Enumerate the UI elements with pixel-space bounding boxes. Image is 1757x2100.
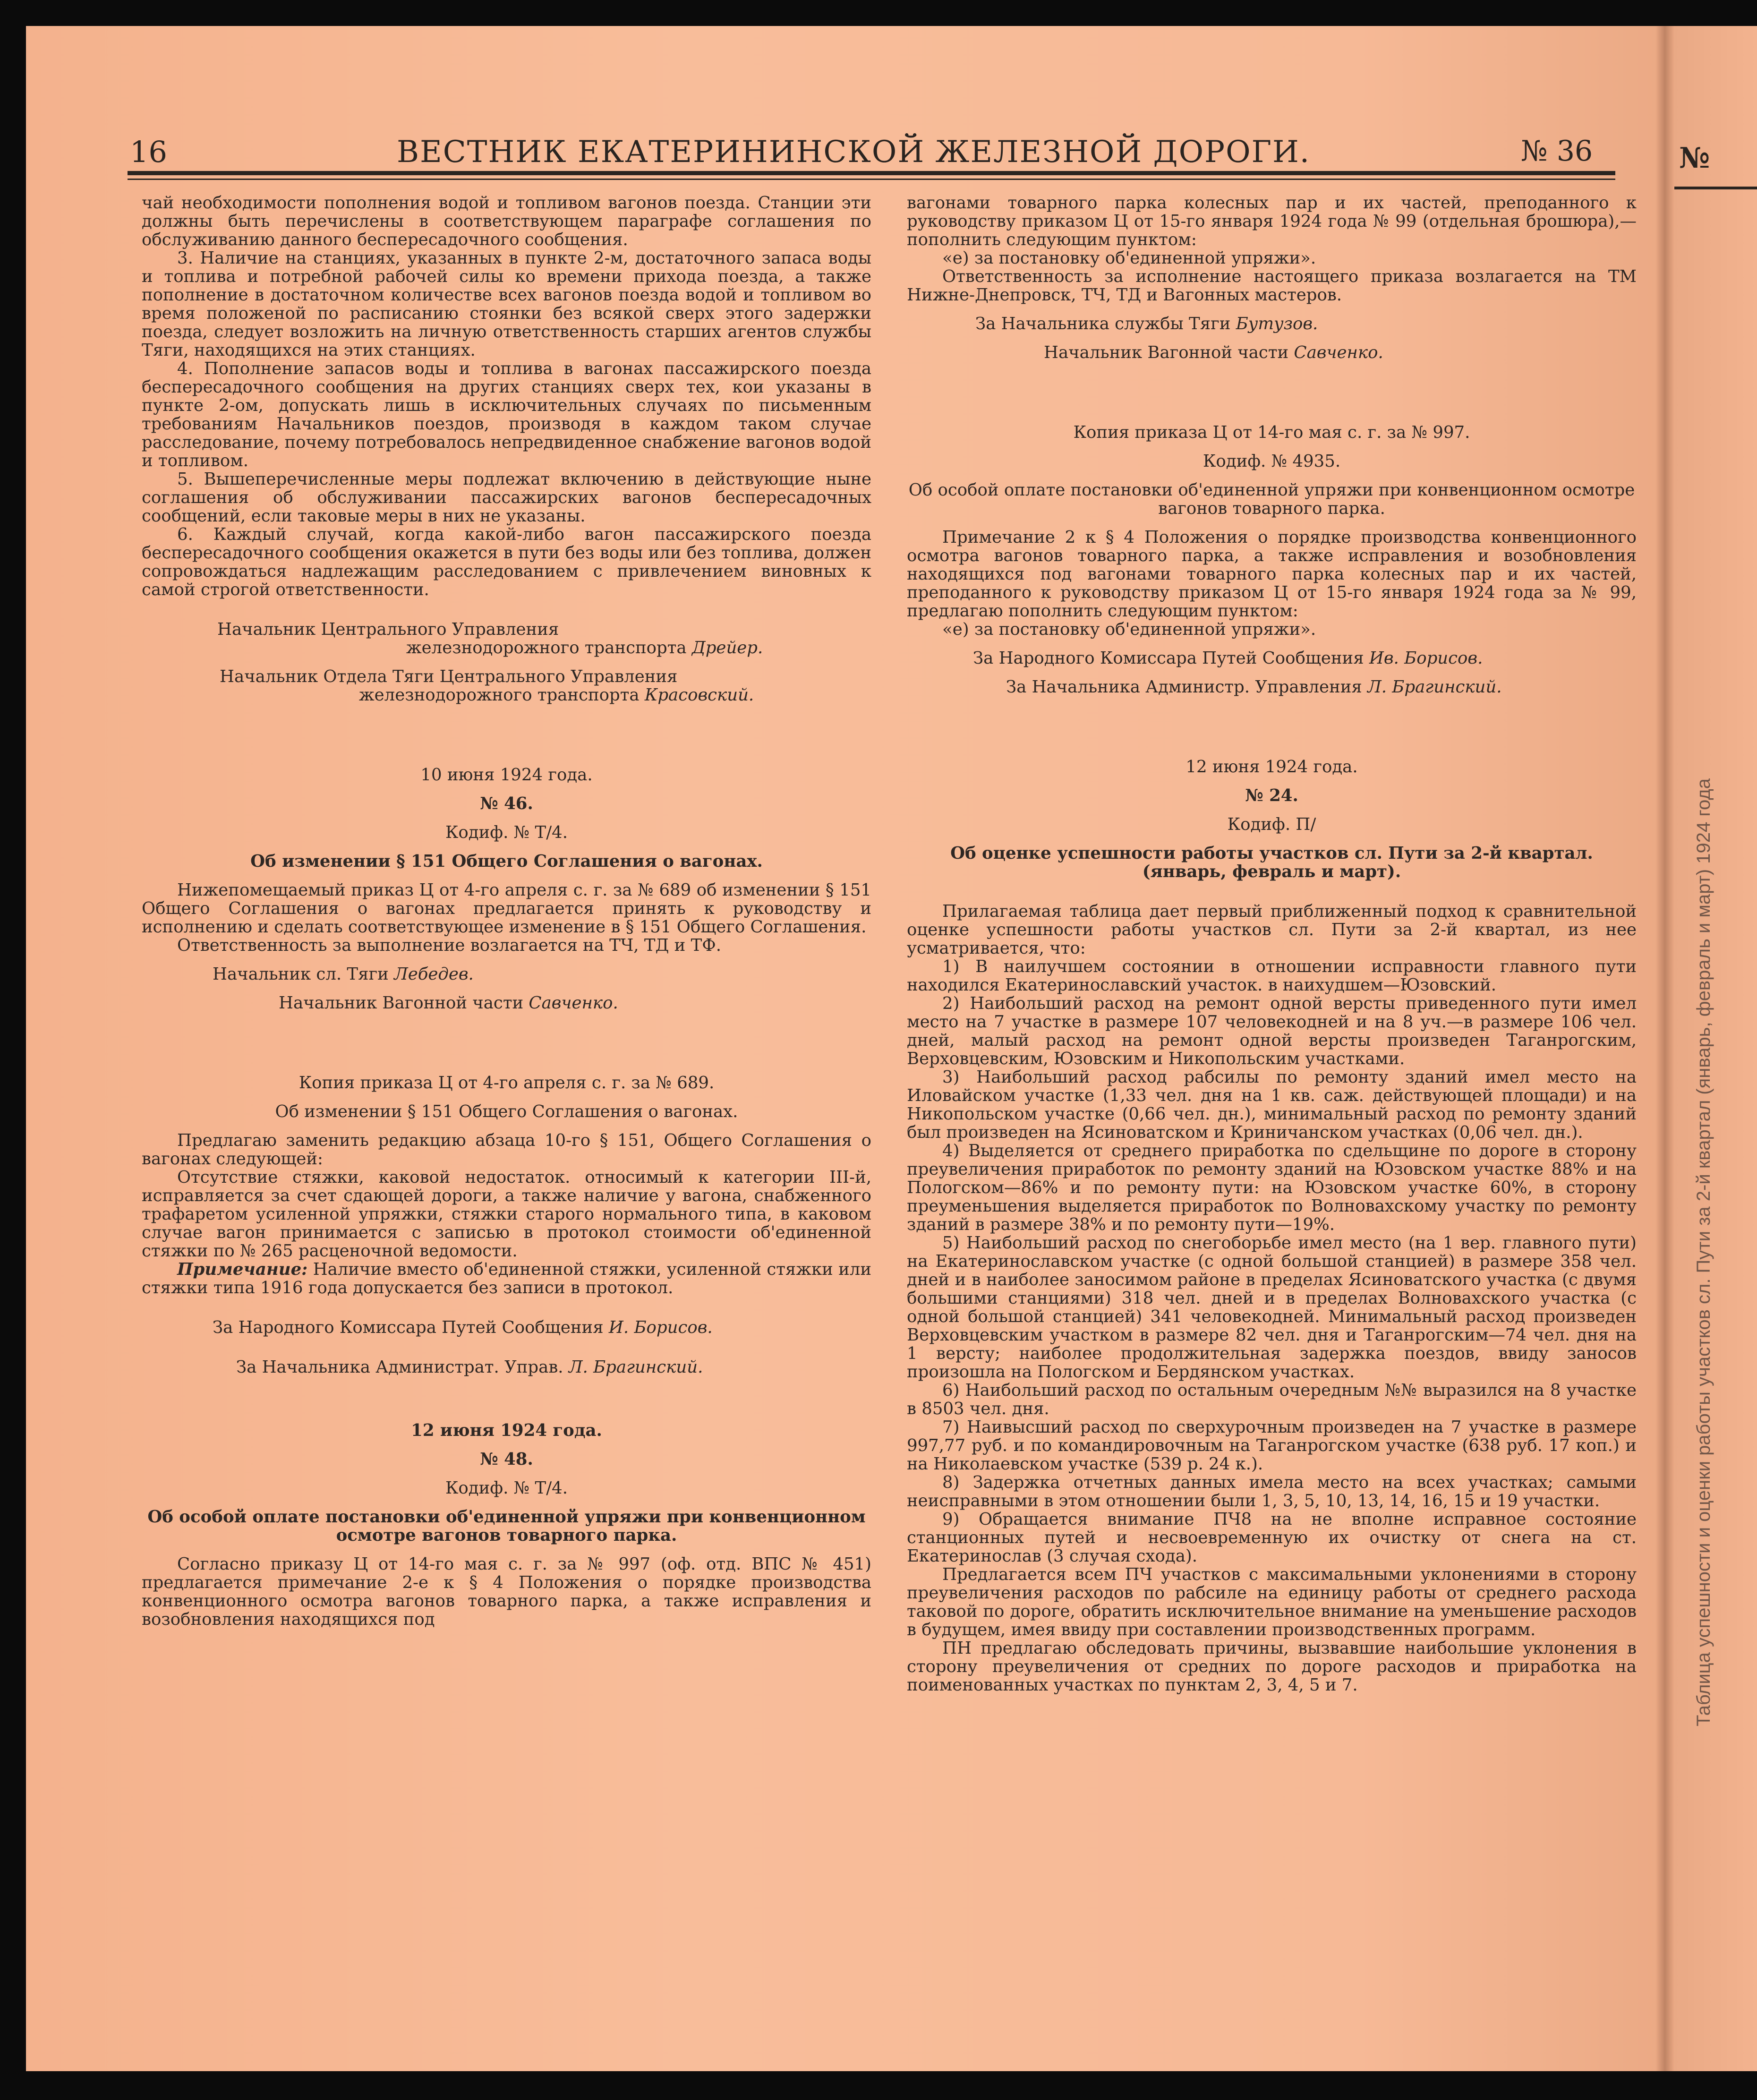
signature-line: железнодорожного транспорта Красовский. xyxy=(359,685,754,705)
paragraph-item-6: 6. Каждый случай, когда какой-либо вагон пассажирского поезда беспересадочного сообщения окажется в пути без воды или без топлива, должен сопровождаться надлежащим расследованием с привлечением виновных к самой строгой ответственности. xyxy=(142,525,871,599)
paragraph: Отсутствие стяжки, каковой недостаток. относимый к категории III-й, исправляется за счет сдающей дороги, а также наличие у вагона, снабженного трафаретом усиленной упряжки, стяжки старого нормального типа, в каковом случае вагон принимается с записью в протокол стоимости об'единенной стяжки по № 265 расценочной ведомости. xyxy=(142,1168,871,1261)
order-date: 12 июня 1924 года. xyxy=(411,1421,602,1440)
order-title: Об особой оплате постановки об'единенной упряжи при конвенционном осмотре вагонов товарного парка. xyxy=(147,1507,866,1545)
signature-line: За Начальника Администр. Управления Л. Брагинский. xyxy=(1006,677,1502,697)
copy-subtitle: Об особой оплате постановки об'единенной упряжи при конвенционном осмотре вагонов товарного парка. xyxy=(908,480,1635,518)
paragraph: ПН предлагаю обследовать причины, вызвавшие наибольшие уклонения в сторону преувеличения от средних по дороге расходов и приработка на поименованных участках по пунктам 2, 3, 4, 5 и 7. xyxy=(907,1639,1637,1695)
signatory-name: Бутузов. xyxy=(1236,314,1318,333)
signature-line: За Начальника Администрат. Управ. Л. Брагинский. xyxy=(236,1357,703,1377)
paragraph-item-3: 3) Наибольший расход рабсилы по ремонту зданий имел место на Иловайском участке (1,33 чел. дня на 1 кв. саж. действующей площади) и на Никопольском участке (0,66 чел. дн.), минимальный расход по ремонту зданий был произведен на Ясиноватском и Криничанском участках (0,06 чел. дн.). xyxy=(907,1067,1637,1142)
signatory-name: Л. Брагинский. xyxy=(568,1357,703,1377)
signature-line: Начальник Вагонной части Савченко. xyxy=(1044,343,1383,362)
adjacent-rotated-text: Таблица успешности и оценки работы участков сл. Пути за 2-й квартал (январь, февраль и март) 1924 года xyxy=(1693,778,1714,1726)
adjacent-page-fragment xyxy=(1674,26,1757,2071)
paragraph: Ответственность за исполнение настоящего приказа возлагается на ТМ Нижне-Днепровск, ТЧ, ТД и Вагонных мастеров. xyxy=(907,267,1637,305)
paragraph-item-1: 1) В наилучшем состоянии в отношении исправности главного пути находился Екатеринославский участок. в наихудшем—Юзовский. xyxy=(907,957,1637,995)
note-paragraph: Примечание: Наличие вместо об'единенной стяжки, усиленной стяжки или стяжки типа 1916 года допускается без записи в протокол. xyxy=(142,1260,871,1298)
note-label: Примечание: xyxy=(177,1260,308,1279)
paragraph: чай необходимости пополнения водой и топливом вагонов поезда. Станции эти должны быть перечислены в соответствующем параграфе соглашения по обслуживанию данного беспересадочного сообщения. xyxy=(142,193,871,249)
paragraph: Нижепомещаемый приказ Ц от 4-го апреля с. г. за № 689 об изменении § 151 Общего Соглашения о вагонах предлагается принять к руководству и исполнению и сделать соответствующее изменение в § 151 Общего Соглашения. xyxy=(142,880,871,937)
paragraph: вагонами товарного парка колесных пар и их частей, преподанного к руководству приказом Ц от 15-го января 1924 года № 99 (отдельная брошюра),—пополнить следующим пунктом: xyxy=(907,193,1637,249)
order-date: 10 июня 1924 года. xyxy=(420,765,593,785)
paragraph: «е) за постановку об'единенной упряжи». xyxy=(942,620,1316,639)
paragraph-item-5: 5) Наибольший расход по снегоборьбе имел место (на 1 вер. главного пути) на Екатеринославском участке (с одной большой станцией) в размере 358 чел. дней и в наиболее заносимом районе в пределах Ясиноватского участка (с двумя большими станциями) 318 чел. дней и в пределах Волновахского участка (с одной большой станцией) 341 человекодней. Минимальный расход произведен Верховцевским участком в размере 82 чел. дня и Таганрогским—74 чел. дня на 1 версту; наиболее продолжительная задержка поездов, ввиду заносов произошла на Пологском и Бердянском участках. xyxy=(907,1233,1637,1382)
page-number: 16 xyxy=(130,135,167,169)
signatory-name: Л. Брагинский. xyxy=(1367,677,1502,697)
copy-title: Копия приказа Ц от 14-го мая с. г. за № 997. xyxy=(1073,423,1470,442)
order-date: 12 июня 1924 года. xyxy=(1186,757,1358,777)
paragraph-item-7: 7) Наивысший расход по сверхурочным произведен на 7 участке в размере 997,77 руб. и по командировочным на Таганрогском участке (638 руб. 17 коп.) и на Николаевском участке (539 р. 24 к.). xyxy=(907,1417,1637,1474)
order-number: № 48. xyxy=(480,1450,533,1469)
header-rule-thick xyxy=(128,171,1615,175)
paragraph: Предлагаю заменить редакцию абзаца 10-го § 151, Общего Соглашения о вагонах следующей: xyxy=(142,1131,871,1169)
signature-line: Начальник Отдела Тяги Центрального Управления xyxy=(220,667,678,686)
newspaper-title: ВЕСТНИК ЕКАТЕРИНИНСКОЙ ЖЕЛЕЗНОЙ ДОРОГИ. xyxy=(397,135,1311,170)
paragraph: Ответственность за выполнение возлагается на ТЧ, ТД и ТФ. xyxy=(177,936,722,955)
order-codif: Кодиф. П/ xyxy=(1227,815,1316,834)
signatory-name: Дрейер. xyxy=(691,638,763,657)
signatory-name: Савченко. xyxy=(529,993,618,1013)
left-column xyxy=(142,194,871,1629)
adjacent-header-rule xyxy=(1674,187,1757,189)
signature-line: Начальник Центрального Управления xyxy=(217,620,559,639)
page-fold-shadow xyxy=(1655,26,1674,2071)
order-number: № 46. xyxy=(480,794,533,813)
paragraph-item-4: 4) Выделяется от среднего приработка по сдельщине по дороге в сторону преувеличения приработок по ремонту зданий на Юзовском участке 88% и на Пологском—86% и по ремонту пути: на Юзовском участке 60%, в сторону преуменьшения выделяется приработок по Волновахскому участку по ремонту зданий в размере 38% и по ремонту пути—19%. xyxy=(907,1141,1637,1234)
signatory-name: Лебедев. xyxy=(394,965,474,984)
paragraph: Примечание 2 к § 4 Положения о порядке производства конвенционного осмотра вагонов товарного парка, а также исправления и возобновления находящихся под вагонами товарного парка колесных пар и их частей, преподанного к руководству приказом Ц от 15-го января 1924 года за № 99, предлагаю пополнить следующим пунктом: xyxy=(907,528,1637,621)
signatory-name: И. Борисов. xyxy=(608,1318,713,1337)
order-title: Об изменении § 151 Общего Соглашения о вагонах. xyxy=(250,852,763,871)
paragraph-item-3: 3. Наличие на станциях, указанных в пункте 2-м, достаточного запаса воды и топлива и потребной рабочей силы ко времени прихода поезда, а также пополнение в достаточном количестве всех вагонов поезда водой и топливом во время положеной по расписанию стоянки без всякой сверх этого задержки поезда, следует возложить на личную ответственность старших агентов службы Тяги, находящихся на этих станциях. xyxy=(142,248,871,360)
signature-line: Начальник Вагонной части Савченко. xyxy=(279,993,618,1013)
paragraph: «е) за постановку об'единенной упряжи». xyxy=(942,248,1316,268)
paragraph-item-5: 5. Вышеперечисленные меры подлежат включению в действующие ныне соглашения об обслуживании пассажирских вагонов беспересадочных сообщений, если таковые меры в них не указаны. xyxy=(142,470,871,526)
order-codif: Кодиф. № Т/4. xyxy=(445,1478,568,1498)
signature-line: За Начальника службы Тяги Бутузов. xyxy=(975,314,1318,333)
signature-line: железнодорожного транспорта Дрейер. xyxy=(406,638,763,657)
order-title: Об оценке успешности работы участков сл. Пути за 2-й квартал. (январь, февраль и март). xyxy=(950,844,1593,881)
paragraph-item-6: 6) Наибольший расход по остальным очередным №№ выразился на 8 участке в 8503 чел. дня. xyxy=(907,1381,1637,1418)
signature-line: За Народного Комиссара Путей Сообщения Ив. Борисов. xyxy=(973,649,1483,668)
paragraph: Предлагается всем ПЧ участков с максимальными уклонениями в сторону преувеличения расходов по рабсиле на единицу работы от среднего расхода таковой по дороге, обратить исключительное внимание на уменьшение расходов в будущем, имея ввиду при составлении производственных программ. xyxy=(907,1565,1637,1639)
right-column xyxy=(907,194,1637,1694)
copy-codif: Кодиф. № 4935. xyxy=(1203,452,1341,471)
signature-line: За Народного Комиссара Путей Сообщения И. Борисов. xyxy=(213,1318,713,1337)
signatory-name: Красовский. xyxy=(644,685,754,705)
paragraph-item-2: 2) Наибольший расход на ремонт одной версты приведенного пути имел место на 7 участке в размере 107 человекодней и на 8 уч.—в размере 106 чел. дней, малый расход на ремонт одной версты произведен Таганрогским, Верховцевским, Юзовским и Никопольским участками. xyxy=(907,994,1637,1068)
order-codif: Кодиф. № Т/4. xyxy=(445,823,568,842)
paragraph-item-4: 4. Пополнение запасов воды и топлива в вагонах пассажирского поезда беспересадочного сообщения на других станциях сверх тех, кои указаны в пункте 2-ом, допускать лишь в исключительных случаях по письменным требованиям Начальников поездов, производя в каждом таком случае расследование, почему потребовалось непредвиденное снабжение вагонов водой и топливом. xyxy=(142,359,871,470)
signatory-name: Савченко. xyxy=(1294,343,1383,362)
paragraph: Согласно приказу Ц от 14-го мая с. г. за № 997 (оф. отд. ВПС № 451) предлагается примечание 2-е к § 4 Положения о порядке производства конвенционного осмотра вагонов товарного парка, а также исправления и возобновления находящихся под xyxy=(142,1554,871,1629)
paragraph-item-8: 8) Задержка отчетных данных имела место на всех участках; самыми неисправными в этом отношении были 1, 3, 5, 10, 13, 14, 16, 15 и 19 участки. xyxy=(907,1473,1637,1511)
order-number: № 24. xyxy=(1245,786,1298,805)
signature-line: Начальник сл. Тяги Лебедев. xyxy=(213,965,474,984)
signatory-name: Ив. Борисов. xyxy=(1369,649,1483,668)
copy-title: Копия приказа Ц от 4-го апреля с. г. за № 689. xyxy=(299,1073,715,1093)
paragraph: Прилагаемая таблица дает первый приближенный подход к сравнительной оценке успешности работы участков сл. Пути за 2-й квартал, из нее усматривается, что: xyxy=(907,902,1637,958)
issue-number: № 36 xyxy=(1521,135,1593,168)
adjacent-page-number: № xyxy=(1679,142,1710,175)
header-rule-thin xyxy=(128,179,1615,180)
paragraph-item-9: 9) Обращается внимание ПЧ8 на не вполне исправное состояние станционных путей и несвоевременную их очистку от снега на ст. Екатеринослав (3 случая схода). xyxy=(907,1510,1637,1566)
copy-subtitle: Об изменении § 151 Общего Соглашения о вагонах. xyxy=(275,1102,738,1121)
